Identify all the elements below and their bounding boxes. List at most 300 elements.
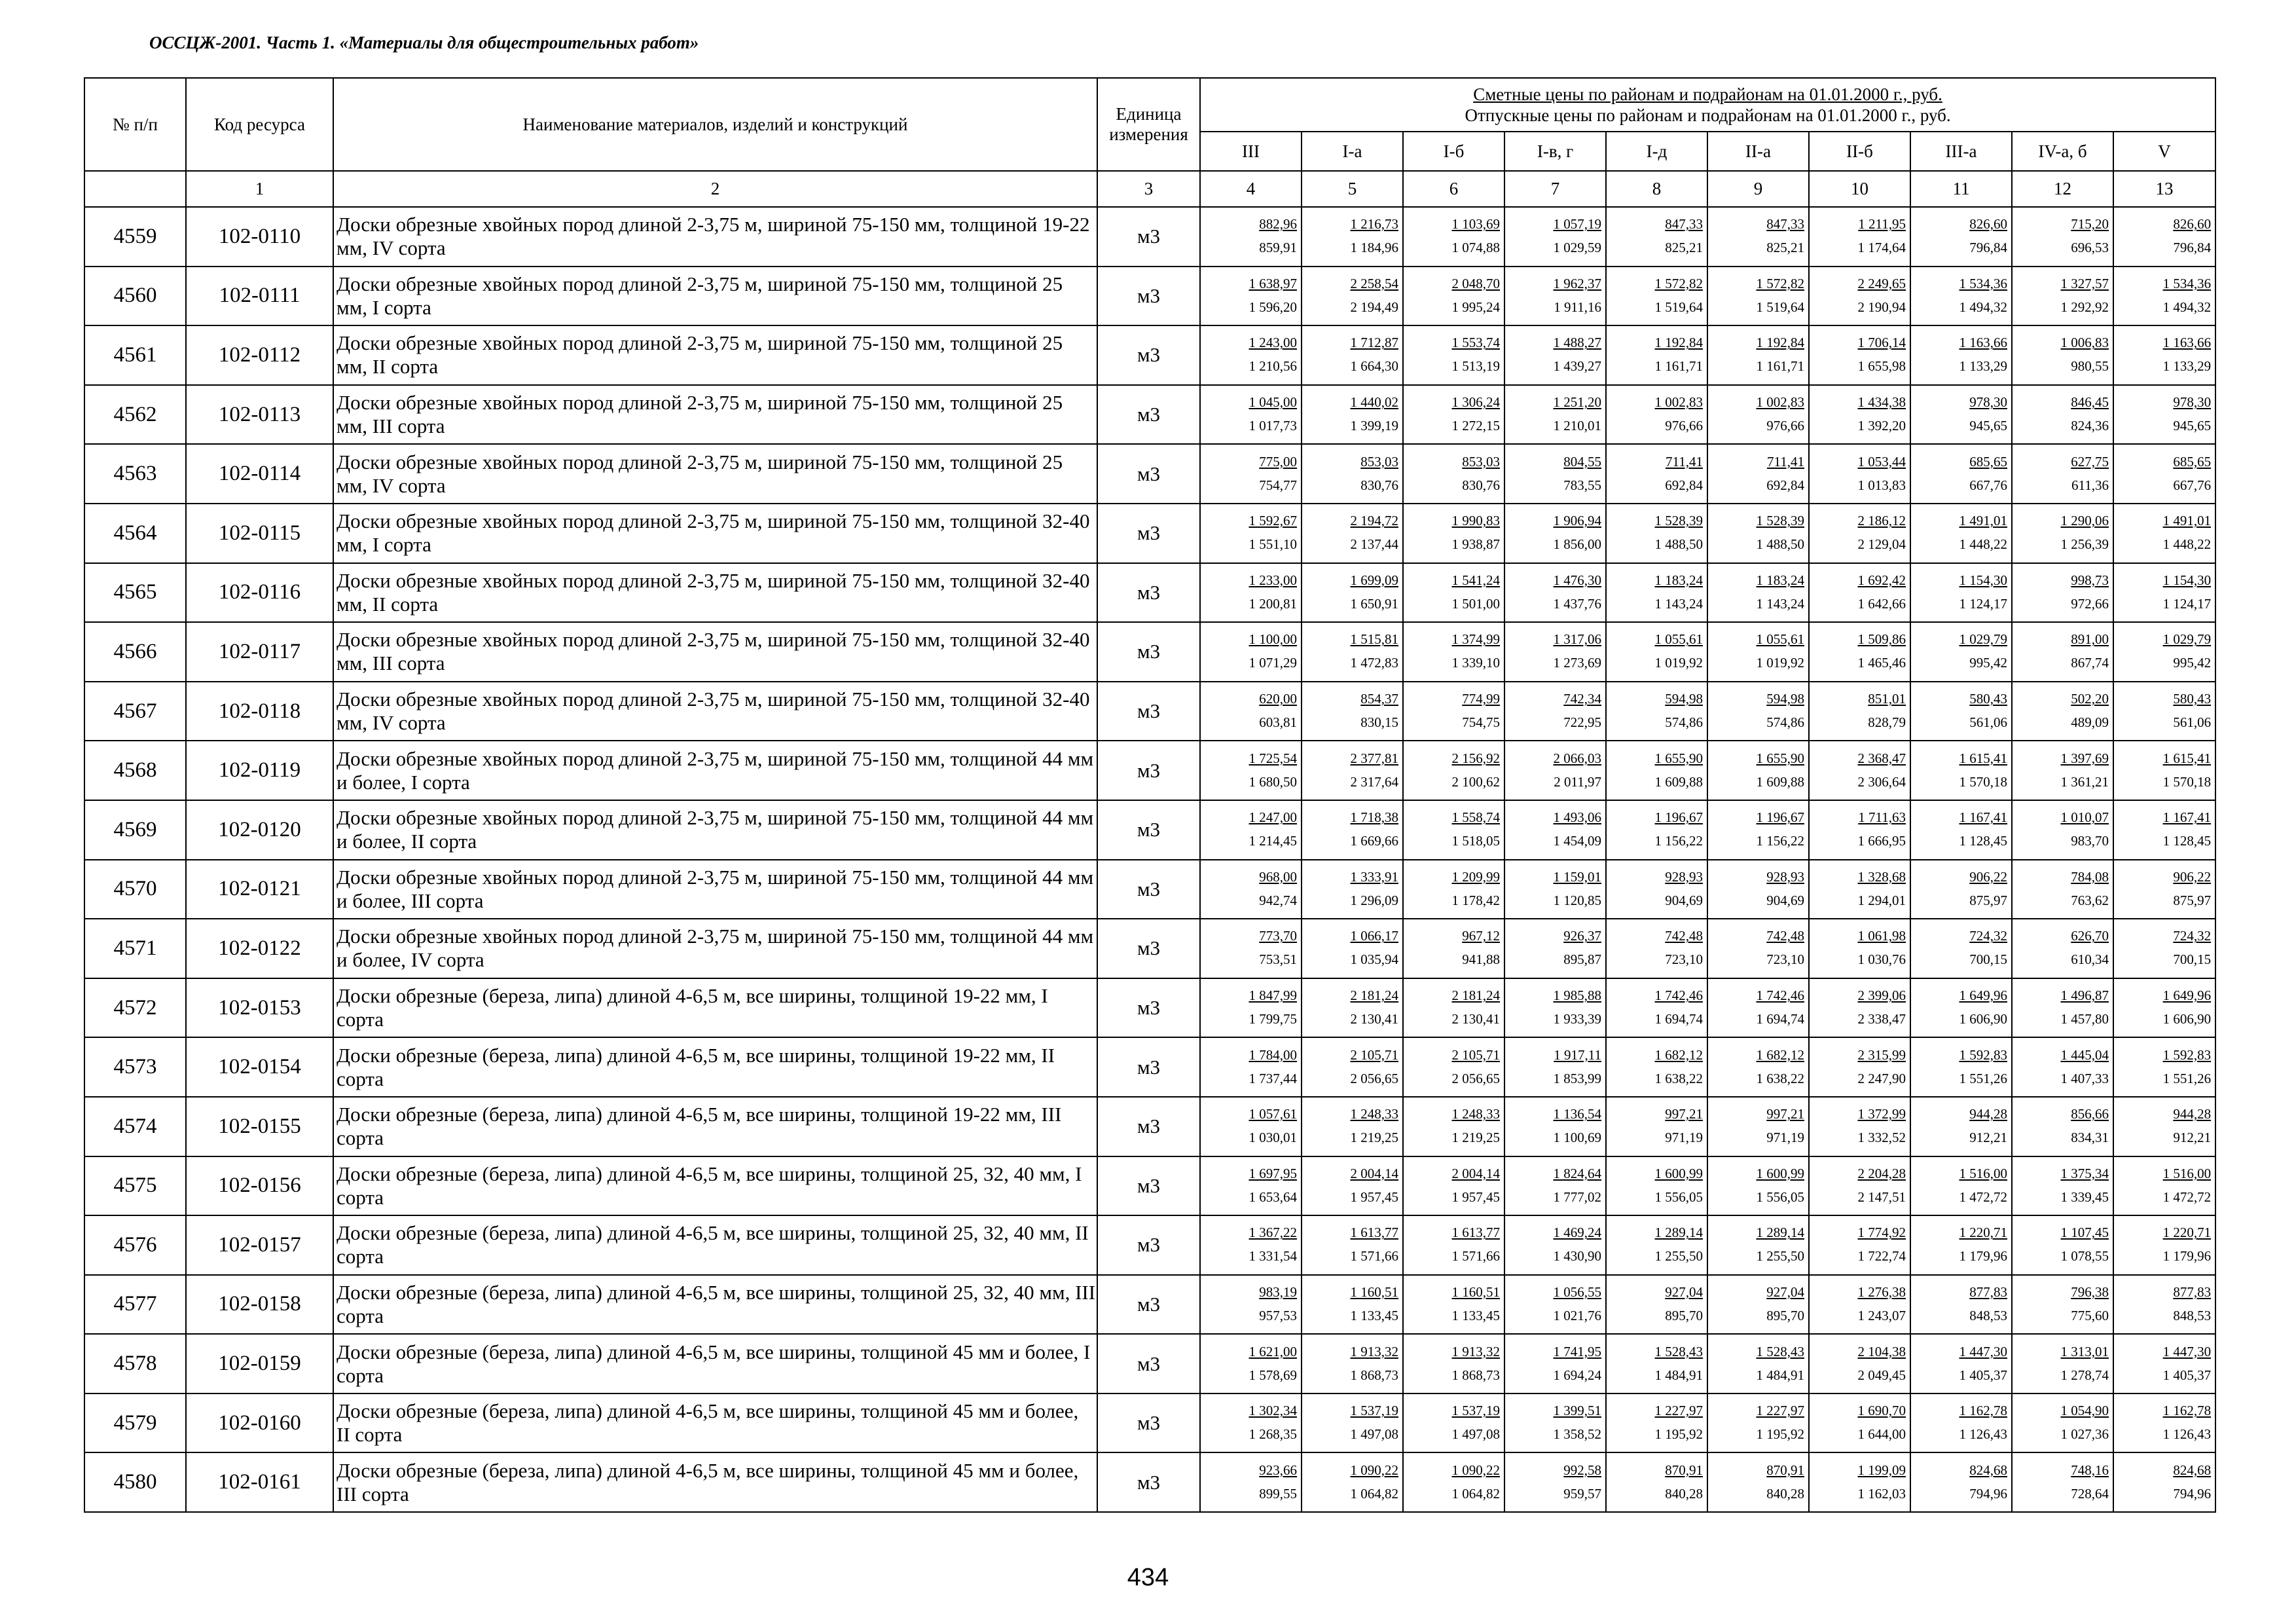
price-cell [1302, 622, 1403, 682]
estimate-price: 1 209,99 [1451, 868, 1500, 885]
release-price: 1 392,20 [1857, 418, 1906, 434]
row-number: 4560 [84, 267, 186, 326]
price-cell [1606, 1097, 1707, 1156]
price-cell [1200, 207, 1302, 267]
table-row [84, 622, 2215, 682]
price-cell [1504, 1097, 1606, 1156]
estimate-price: 846,45 [2071, 394, 2109, 411]
estimate-price: 891,00 [2071, 631, 2109, 648]
price-cell [1910, 860, 2012, 919]
release-price: 1 694,24 [1553, 1367, 1601, 1383]
release-price: 1 133,45 [1451, 1307, 1500, 1323]
estimate-price: 826,60 [1969, 216, 2007, 232]
price-cell [1302, 1275, 1403, 1335]
price-cell [1910, 1275, 2012, 1335]
price-cell [1403, 860, 1504, 919]
release-price: 1 214,45 [1248, 833, 1297, 849]
header-column-number: 5 [1302, 171, 1403, 207]
price-cell [2012, 444, 2113, 504]
release-price: 1 551,10 [1248, 536, 1297, 553]
estimate-price: 1 592,83 [1959, 1046, 2007, 1063]
estimate-price: 1 638,97 [1248, 275, 1297, 291]
release-price: 848,53 [2173, 1307, 2212, 1323]
release-price: 1 143,24 [1756, 595, 1804, 612]
estimate-price: 928,93 [1665, 868, 1703, 885]
resource-code: 102-0158 [186, 1275, 333, 1335]
release-price: 723,10 [1766, 951, 1804, 968]
estimate-price: 2 368,47 [1857, 750, 1906, 766]
release-price: 1 596,20 [1248, 299, 1297, 315]
release-price: 1 609,88 [1654, 773, 1703, 790]
estimate-price: 854,37 [1360, 691, 1398, 707]
estimate-price: 1 029,79 [2162, 631, 2212, 648]
material-name: Доски обрезные хвойных пород длиной 2-3,75 м, шириной 75-150 мм, толщиной 32-40 мм, II сорта [333, 563, 1097, 623]
row-number: 4571 [84, 919, 186, 978]
release-price: 1 488,50 [1654, 536, 1703, 553]
price-cell [1809, 1037, 1910, 1097]
price-cell [2012, 1037, 2113, 1097]
material-name: Доски обрезные хвойных пород длиной 2-3,75 м, шириной 75-150 мм, толщиной 44 мм и более, III сорта [333, 860, 1097, 919]
resource-code: 102-0156 [186, 1156, 333, 1216]
estimate-price: 870,91 [1665, 1462, 1703, 1478]
release-price: 667,76 [2173, 477, 2212, 493]
estimate-price: 1 613,77 [1451, 1225, 1500, 1241]
estimate-price: 1 220,71 [2162, 1225, 2212, 1241]
estimate-price: 1 192,84 [1756, 335, 1804, 351]
unit-of-measure: м3 [1097, 325, 1200, 385]
price-cell [1403, 682, 1504, 741]
estimate-price: 2 181,24 [1451, 987, 1500, 1004]
row-number: 4572 [84, 978, 186, 1038]
estimate-price: 1 496,87 [2060, 987, 2109, 1004]
table-row [84, 325, 2215, 385]
release-price: 692,84 [1665, 477, 1703, 493]
estimate-price: 983,19 [1259, 1283, 1297, 1300]
estimate-price: 1 061,98 [1857, 928, 1906, 944]
price-cell [1910, 563, 2012, 623]
estimate-price: 1 553,74 [1451, 335, 1500, 351]
release-price: 1 484,91 [1654, 1367, 1703, 1383]
price-cell [1809, 1215, 1910, 1275]
estimate-price: 1 655,90 [1654, 750, 1703, 766]
price-cell [1302, 1037, 1403, 1097]
price-cell [1200, 919, 1302, 978]
price-cell [1606, 741, 1707, 800]
price-cell [1403, 622, 1504, 682]
estimate-price: 1 711,63 [1858, 809, 1906, 826]
estimate-price: 580,43 [1969, 691, 2007, 707]
release-price: 1 195,92 [1654, 1426, 1703, 1443]
header-name: Наименование материалов, изделий и конструкций [333, 78, 1097, 171]
estimate-price: 2 048,70 [1451, 275, 1500, 291]
release-price: 1 933,39 [1553, 1011, 1601, 1027]
estimate-price: 851,01 [1868, 691, 1906, 707]
estimate-price: 1 302,34 [1248, 1403, 1297, 1419]
price-cell [1809, 207, 1910, 267]
release-price: 1 294,01 [1857, 892, 1906, 908]
estimate-price: 1 276,38 [1857, 1283, 1906, 1300]
release-price: 840,28 [1766, 1485, 1804, 1502]
release-price: 2 247,90 [1857, 1070, 1906, 1086]
price-cell [1910, 1097, 2012, 1156]
estimate-price: 1 057,61 [1248, 1106, 1297, 1122]
price-cell [1200, 325, 1302, 385]
price-cell [1302, 800, 1403, 860]
release-price: 1 856,00 [1553, 536, 1601, 553]
estimate-price: 870,91 [1766, 1462, 1804, 1478]
price-cell [1809, 444, 1910, 504]
estimate-price: 978,30 [2173, 394, 2212, 411]
price-cell [1302, 919, 1403, 978]
release-price: 1 578,69 [1248, 1367, 1297, 1383]
estimate-price: 1 699,09 [1350, 572, 1398, 588]
release-price: 1 501,00 [1451, 595, 1500, 612]
release-price: 1 078,55 [2060, 1248, 2109, 1264]
price-cell [2113, 1156, 2215, 1216]
price-cell [1707, 325, 1809, 385]
row-number: 4561 [84, 325, 186, 385]
estimate-price: 926,37 [1563, 928, 1601, 944]
header-region: II-б [1809, 132, 1910, 171]
release-price: 1 219,25 [1350, 1130, 1398, 1146]
price-cell [1200, 1097, 1302, 1156]
estimate-price: 724,32 [1969, 928, 2007, 944]
price-cell [1809, 919, 1910, 978]
price-cell [1504, 385, 1606, 445]
release-price: 1 178,42 [1451, 892, 1500, 908]
estimate-price: 1 913,32 [1451, 1343, 1500, 1359]
estimate-price: 1 372,99 [1857, 1106, 1906, 1122]
price-cell [2113, 325, 2215, 385]
price-cell [1910, 385, 2012, 445]
price-cell [1606, 1334, 1707, 1393]
release-price: 1 071,29 [1248, 655, 1297, 671]
estimate-price: 1 247,00 [1248, 809, 1297, 826]
estimate-price: 1 515,81 [1350, 631, 1398, 648]
estimate-price: 1 090,22 [1451, 1462, 1500, 1478]
release-price: 1 019,92 [1654, 655, 1703, 671]
estimate-price: 715,20 [2071, 216, 2109, 232]
price-cell [1809, 1156, 1910, 1216]
unit-of-measure: м3 [1097, 1037, 1200, 1097]
price-cell [1302, 1097, 1403, 1156]
estimate-price: 1 692,42 [1857, 572, 1906, 588]
price-cell [1809, 682, 1910, 741]
release-price: 611,36 [2071, 477, 2109, 493]
estimate-price: 1 682,12 [1756, 1046, 1804, 1063]
price-cell [1809, 741, 1910, 800]
estimate-price: 1 491,01 [2162, 513, 2212, 529]
price-cell [1809, 1275, 1910, 1335]
table-row [84, 385, 2215, 445]
price-cell [1707, 267, 1809, 326]
estimate-price: 1 528,39 [1756, 513, 1804, 529]
estimate-price: 1 528,43 [1654, 1343, 1703, 1359]
price-cell [1403, 800, 1504, 860]
estimate-price: 992,58 [1563, 1462, 1601, 1478]
estimate-price: 853,03 [1462, 453, 1500, 470]
price-cell [1910, 1215, 2012, 1275]
release-price: 971,19 [1665, 1130, 1703, 1146]
release-price: 1 143,24 [1654, 595, 1703, 612]
row-number: 4574 [84, 1097, 186, 1156]
estimate-price: 1 655,90 [1756, 750, 1804, 766]
release-price: 754,77 [1259, 477, 1297, 493]
release-price: 875,97 [1969, 892, 2007, 908]
price-cell [2113, 1452, 2215, 1512]
estimate-price: 1 159,01 [1553, 868, 1601, 885]
resource-code: 102-0157 [186, 1215, 333, 1275]
header-column-number: 8 [1606, 171, 1707, 207]
price-cell [1606, 1215, 1707, 1275]
release-price: 904,69 [1766, 892, 1804, 908]
release-price: 840,28 [1665, 1485, 1703, 1502]
release-price: 895,87 [1563, 951, 1601, 968]
price-cell [1403, 504, 1504, 563]
price-cell [1403, 919, 1504, 978]
estimate-price: 1 333,91 [1350, 868, 1398, 885]
release-price: 1 156,22 [1654, 833, 1703, 849]
release-price: 825,21 [1665, 240, 1703, 256]
price-cell [1504, 504, 1606, 563]
release-price: 1 407,33 [2060, 1070, 2109, 1086]
price-cell [1302, 978, 1403, 1038]
resource-code: 102-0114 [186, 444, 333, 504]
estimate-price: 796,38 [2071, 1283, 2109, 1300]
estimate-price: 906,22 [2173, 868, 2212, 885]
price-cell [1707, 978, 1809, 1038]
estimate-price: 1 327,57 [2060, 275, 2109, 291]
release-price: 1 519,64 [1654, 299, 1703, 315]
estimate-price: 742,48 [1665, 928, 1703, 944]
row-number: 4563 [84, 444, 186, 504]
price-cell [1707, 385, 1809, 445]
table-row [84, 860, 2215, 919]
table-row [84, 1097, 2215, 1156]
price-cell [2012, 504, 2113, 563]
release-price: 2 130,41 [1350, 1011, 1398, 1027]
price-cell [2012, 1393, 2113, 1453]
price-cell [2113, 800, 2215, 860]
estimate-price: 1 002,83 [1654, 394, 1703, 411]
estimate-price: 1 196,67 [1756, 809, 1804, 826]
resource-code: 102-0154 [186, 1037, 333, 1097]
price-cell [1707, 1156, 1809, 1216]
material-name: Доски обрезные хвойных пород длиной 2-3,75 м, шириной 75-150 мм, толщиной 44 мм и более, IV сорта [333, 919, 1097, 978]
release-price: 2 147,51 [1857, 1189, 1906, 1205]
row-number: 4568 [84, 741, 186, 800]
price-cell [1504, 682, 1606, 741]
header-column-number: 4 [1200, 171, 1302, 207]
resource-code: 102-0110 [186, 207, 333, 267]
release-price: 1 161,71 [1654, 358, 1703, 375]
header-unit: Единица измерения [1097, 78, 1200, 171]
resource-code: 102-0118 [186, 682, 333, 741]
price-cell [1910, 1156, 2012, 1216]
unit-of-measure: м3 [1097, 1452, 1200, 1512]
price-cell [2012, 1452, 2113, 1512]
estimate-price: 1 534,36 [2162, 275, 2212, 291]
estimate-price: 1 434,38 [1857, 394, 1906, 411]
row-number: 4569 [84, 800, 186, 860]
release-price: 1 551,26 [1959, 1070, 2007, 1086]
price-cell [1200, 444, 1302, 504]
estimate-price: 1 248,33 [1451, 1106, 1500, 1122]
price-cell [1910, 800, 2012, 860]
price-cell [2113, 207, 2215, 267]
estimate-price: 847,33 [1766, 216, 1804, 232]
estimate-price: 1 317,06 [1553, 631, 1601, 648]
table-row [84, 1215, 2215, 1275]
estimate-price: 998,73 [2071, 572, 2109, 588]
release-price: 1 273,69 [1553, 655, 1601, 671]
price-cell [2113, 978, 2215, 1038]
document-header: ОССЦЖ-2001. Часть 1. «Материалы для общестроительных работ» [149, 33, 699, 52]
table-row [84, 978, 2215, 1038]
estimate-price: 1 528,39 [1654, 513, 1703, 529]
estimate-price: 1 199,09 [1857, 1462, 1906, 1478]
estimate-price: 2 156,92 [1451, 750, 1500, 766]
release-price: 1 465,46 [1857, 655, 1906, 671]
price-cell [1504, 1215, 1606, 1275]
row-number: 4562 [84, 385, 186, 445]
price-cell [1302, 267, 1403, 326]
price-table [84, 77, 2216, 1513]
material-name: Доски обрезные хвойных пород длиной 2-3,75 м, шириной 75-150 мм, толщиной 25 мм, III сорта [333, 385, 1097, 445]
price-cell [1809, 800, 1910, 860]
release-price: 1 156,22 [1756, 833, 1804, 849]
price-cell [1504, 741, 1606, 800]
price-cell [2012, 860, 2113, 919]
price-cell [1302, 1334, 1403, 1393]
release-price: 1 027,36 [2060, 1426, 2109, 1443]
material-name: Доски обрезные хвойных пород длиной 2-3,75 м, шириной 75-150 мм, толщиной 32-40 мм, III сорта [333, 622, 1097, 682]
release-price: 1 551,26 [2162, 1070, 2212, 1086]
price-cell [2113, 741, 2215, 800]
release-price: 1 488,50 [1756, 536, 1804, 553]
estimate-price: 1 057,19 [1553, 216, 1601, 232]
resource-code: 102-0153 [186, 978, 333, 1038]
row-number: 4567 [84, 682, 186, 741]
estimate-price: 1 029,79 [1959, 631, 2007, 648]
unit-of-measure: м3 [1097, 1393, 1200, 1453]
release-price: 1 128,45 [2162, 833, 2212, 849]
estimate-price: 877,83 [1969, 1283, 2007, 1300]
estimate-price: 1 537,19 [1350, 1403, 1398, 1419]
header-column-number: 9 [1707, 171, 1809, 207]
table-row [84, 267, 2215, 326]
row-number: 4578 [84, 1334, 186, 1393]
estimate-price: 685,65 [1969, 453, 2007, 470]
estimate-price: 1 183,24 [1654, 572, 1703, 588]
estimate-price: 1 002,83 [1756, 394, 1804, 411]
header-region: IV-а, б [2012, 132, 2113, 171]
release-price: 912,21 [1969, 1130, 2007, 1146]
resource-code: 102-0112 [186, 325, 333, 385]
price-cell [1707, 504, 1809, 563]
release-price: 1 243,07 [1857, 1307, 1906, 1323]
release-price: 1 638,22 [1654, 1070, 1703, 1086]
price-cell [1809, 325, 1910, 385]
price-cell [2012, 919, 2113, 978]
estimate-price: 1 682,12 [1654, 1046, 1703, 1063]
estimate-price: 1 613,77 [1350, 1225, 1398, 1241]
estimate-price: 968,00 [1259, 868, 1297, 885]
price-cell [1707, 919, 1809, 978]
release-price: 1 556,05 [1756, 1189, 1804, 1205]
price-cell [1403, 444, 1504, 504]
price-cell [1504, 1393, 1606, 1453]
price-cell [1707, 622, 1809, 682]
price-cell [2113, 504, 2215, 563]
release-price: 2 056,65 [1350, 1070, 1398, 1086]
estimate-price: 748,16 [2071, 1462, 2109, 1478]
estimate-price: 1 488,27 [1553, 335, 1601, 351]
estimate-price: 1 136,54 [1553, 1106, 1601, 1122]
estimate-price: 742,48 [1766, 928, 1804, 944]
price-cell [1809, 622, 1910, 682]
price-cell [1606, 444, 1707, 504]
estimate-price: 1 090,22 [1350, 1462, 1398, 1478]
estimate-price: 877,83 [2173, 1283, 2212, 1300]
estimate-price: 1 476,30 [1553, 572, 1601, 588]
release-price: 1 570,18 [1959, 773, 2007, 790]
price-cell [1504, 1037, 1606, 1097]
unit-of-measure: м3 [1097, 682, 1200, 741]
unit-of-measure: м3 [1097, 1275, 1200, 1335]
estimate-price: 1 572,82 [1756, 275, 1804, 291]
material-name: Доски обрезные хвойных пород длиной 2-3,75 м, шириной 75-150 мм, толщиной 25 мм, I сорта [333, 267, 1097, 326]
price-cell [1809, 1334, 1910, 1393]
estimate-price: 1 162,78 [2162, 1403, 2212, 1419]
price-cell [2012, 385, 2113, 445]
estimate-price: 1 220,71 [1959, 1225, 2007, 1241]
row-number: 4575 [84, 1156, 186, 1216]
estimate-price: 594,98 [1665, 691, 1703, 707]
release-price: 1 655,98 [1857, 358, 1906, 375]
price-cell [1707, 741, 1809, 800]
release-price: 794,96 [1969, 1485, 2007, 1502]
release-price: 1 256,39 [2060, 536, 2109, 553]
release-price: 941,88 [1462, 951, 1500, 968]
release-price: 783,55 [1563, 477, 1601, 493]
release-price: 1 666,95 [1857, 833, 1906, 849]
release-price: 561,06 [2173, 714, 2212, 731]
release-price: 692,84 [1766, 477, 1804, 493]
estimate-price: 2 004,14 [1350, 1165, 1398, 1181]
price-cell [1707, 444, 1809, 504]
header-region: I-а [1302, 132, 1403, 171]
material-name: Доски обрезные хвойных пород длиной 2-3,75 м, шириной 75-150 мм, толщиной 25 мм, IV сорта [333, 444, 1097, 504]
release-price: 875,97 [2173, 892, 2212, 908]
price-cell [1910, 325, 2012, 385]
release-price: 1 272,15 [1451, 418, 1500, 434]
release-price: 1 200,81 [1248, 595, 1297, 612]
price-cell [1302, 682, 1403, 741]
unit-of-measure: м3 [1097, 207, 1200, 267]
price-cell [1606, 860, 1707, 919]
estimate-price: 2 399,06 [1857, 987, 1906, 1004]
price-cell [2012, 1215, 2113, 1275]
release-price: 610,34 [2071, 951, 2109, 968]
release-price: 1 571,66 [1451, 1248, 1500, 1264]
estimate-price: 1 010,07 [2060, 809, 2109, 826]
price-cell [2113, 385, 2215, 445]
material-name: Доски обрезные (береза, липа) длиной 4-6,5 м, все ширины, толщиной 25, 32, 40 мм, I сорта [333, 1156, 1097, 1216]
price-cell [1707, 1037, 1809, 1097]
material-name: Доски обрезные хвойных пород длиной 2-3,75 м, шириной 75-150 мм, толщиной 32-40 мм, IV сорта [333, 682, 1097, 741]
header-prices [1200, 78, 2215, 132]
